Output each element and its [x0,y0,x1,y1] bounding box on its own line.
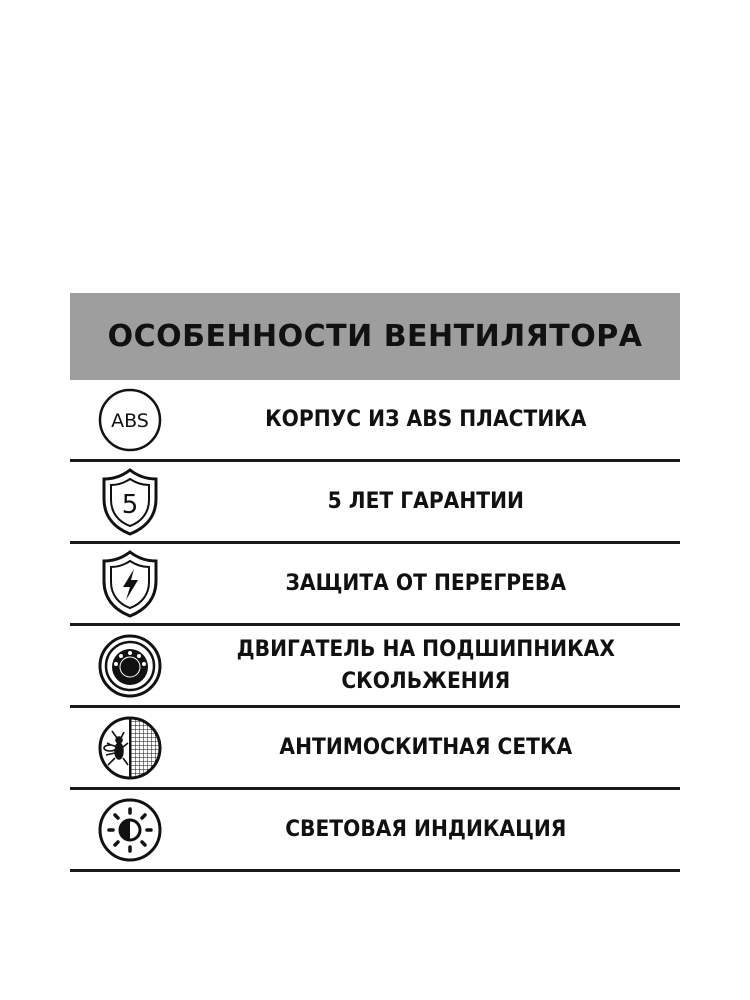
shield-5-icon [70,462,190,541]
shield-lightning-icon [70,544,190,623]
feature-label-line: СКОЛЬЖЕНИЯ [341,668,511,694]
mosquito-net-icon [70,708,190,787]
feature-label [210,732,661,764]
feature-label-line: 5 ЛЕТ ГАРАНТИИ [327,488,524,514]
bearing-icon [70,626,190,705]
feature-label-line: ЗАЩИТА ОТ ПЕРЕГРЕВА [285,570,567,596]
feature-label [210,634,661,698]
fan-features-panel [70,293,680,872]
feature-overheat-protection [70,544,680,626]
feature-mosquito-net [70,708,680,790]
feature-bearing-motor [70,626,680,708]
abs-circle-icon [70,380,190,459]
features-title: ОСОБЕННОСТИ ВЕНТИЛЯТОРА [107,319,643,354]
feature-label-line: АНТИМОСКИТНАЯ СЕТКА [279,734,573,760]
feature-abs-body [70,380,680,462]
features-header [70,293,680,380]
light-indicator-icon [70,790,190,869]
abs-icon-text: ABS [111,409,149,432]
feature-light-indication [70,790,680,872]
features-list [70,380,680,872]
feature-label-line: ДВИГАТЕЛЬ НА ПОДШИПНИКАХ [236,636,615,662]
feature-warranty [70,462,680,544]
warranty-icon-text: 5 [121,489,139,520]
feature-label [210,568,661,600]
feature-label [210,404,661,436]
feature-label-line: СВЕТОВАЯ ИНДИКАЦИЯ [285,816,567,842]
feature-label [210,486,661,518]
feature-label [210,814,661,846]
feature-label-line: КОРПУС ИЗ ABS ПЛАСТИКА [265,406,587,432]
